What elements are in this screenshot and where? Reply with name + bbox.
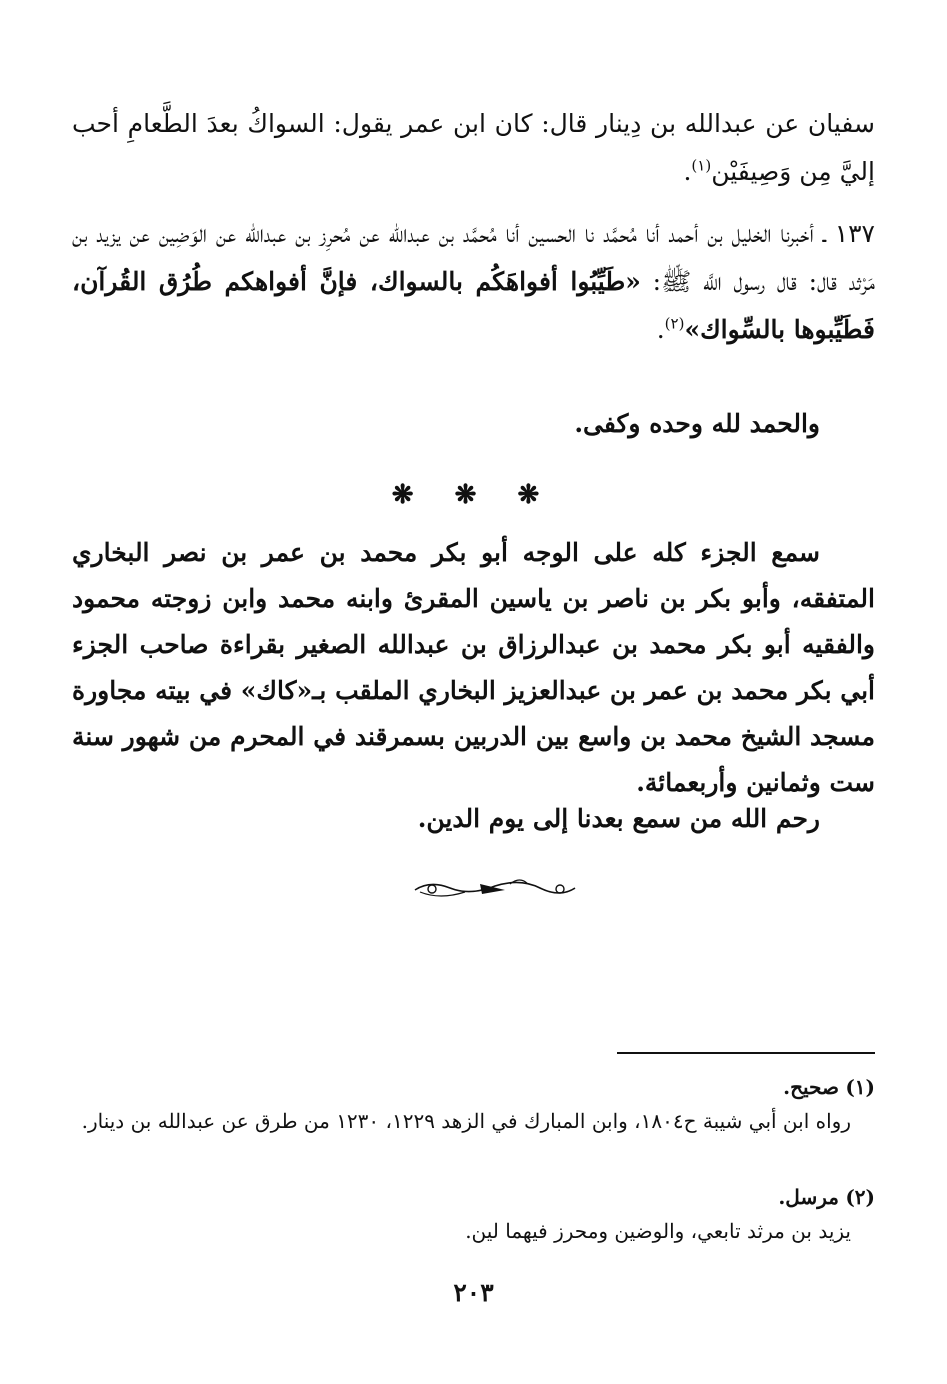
footnote-1-grade: صحيح.	[783, 1075, 839, 1099]
footnote-separator	[617, 1052, 875, 1054]
hadith-quote: «طَيِّبُوا أفواهَكُم بالسواك، فإنَّ أفواهكم طُرُق القُرآن، فَطَيِّبوها بالسِّواك»	[72, 267, 875, 344]
footnote-1-number: (١)	[845, 1075, 875, 1099]
dua-line: رحم الله من سمع بعدنا إلى يوم الدين.	[417, 804, 820, 833]
footnote-ref-1: (١)	[691, 156, 712, 175]
footnote-2-text: يزيد بن مرثد تابعي، والوضين ومحرز فيهما لين.	[465, 1219, 851, 1243]
star-ornament: ❋ ❋ ❋	[391, 480, 556, 510]
flourish-ornament-icon	[410, 872, 580, 908]
hadith-paragraph-2: ١٣٧ ـ أخبرنا الخليل بن أحمد أنا مُحمَّد نا الحسين أنا مُحمَّد بن عبدالله عن مُحرِز بن عبدالله عن الوَضِين عن يزيد بن مَرْثد قال: قال رسول اللَّه ﷺ: «طَيِّبُوا أفواهَكُم بالسواك، فإنَّ أفواهكم طُرُق القُرآن، فَطَيِّبوها بالسِّواك»$^{(٢)}$.	[72, 219, 875, 344]
page-number: ٢٠٣	[453, 1278, 494, 1307]
footnote-ref-2: (٢)	[664, 314, 685, 333]
hadith-text-2: ١٣٧ ـ أخبرنا الخليل بن أحمد أنا مُحمَّد نا الحسين أنا مُحمَّد بن عبدالله عن مُحرِز بن عبدالله عن الوَضِين عن يزيد بن مَرْثد قال: قال رسول اللَّه ﷺ:	[72, 219, 875, 296]
closing-praise: والحمد لله وحده وكفى.	[574, 409, 820, 438]
footnote-1	[72, 1070, 875, 1138]
hadith-text-1: سفيان عن عبدالله بن دِينار قال: كان ابن عمر يقول: السواكُ بعدَ الطَّعامِ أحب إليَّ مِن وَصِيفَيْن	[72, 109, 875, 186]
hadith-paragraph-1: سفيان عن عبدالله بن دِينار قال: كان ابن عمر يقول: السواكُ بعدَ الطَّعامِ أحب إليَّ مِن وَصِيفَيْن$^{(١)}$.	[72, 109, 875, 186]
footnote-2	[72, 1180, 875, 1248]
sama-paragraph: سمع الجزء كله على الوجه أبو بكر محمد بن عمر بن نصر البخاري المتفقه، وأبو بكر بن ناصر بن ياسين المقرئ وابنه محمد وابن زوجته محمود والفقيه أبو بكر محمد بن عبدالرزاق بن عبدالله الصغير بقراءة صاحب الجزء أبي بكر محمد بن عمر بن عبدالعزيز البخاري الملقب بـ«كاك» في بيته مجاورة مسجد الشيخ محمد بن واسع بين الدربين بسمرقند في المحرم من شهور سنة ست وثمانين وأربعمائة.	[71, 538, 875, 797]
footnote-2-grade: مرسل.	[778, 1185, 839, 1209]
footnote-2-number: (٢)	[845, 1185, 875, 1209]
footnote-1-text: رواه ابن أبي شيبة ح١٨٠٤، وابن المبارك في الزهد ١٢٢٩، ١٢٣٠ من طرق عن عبدالله بن دينار.	[81, 1109, 851, 1133]
